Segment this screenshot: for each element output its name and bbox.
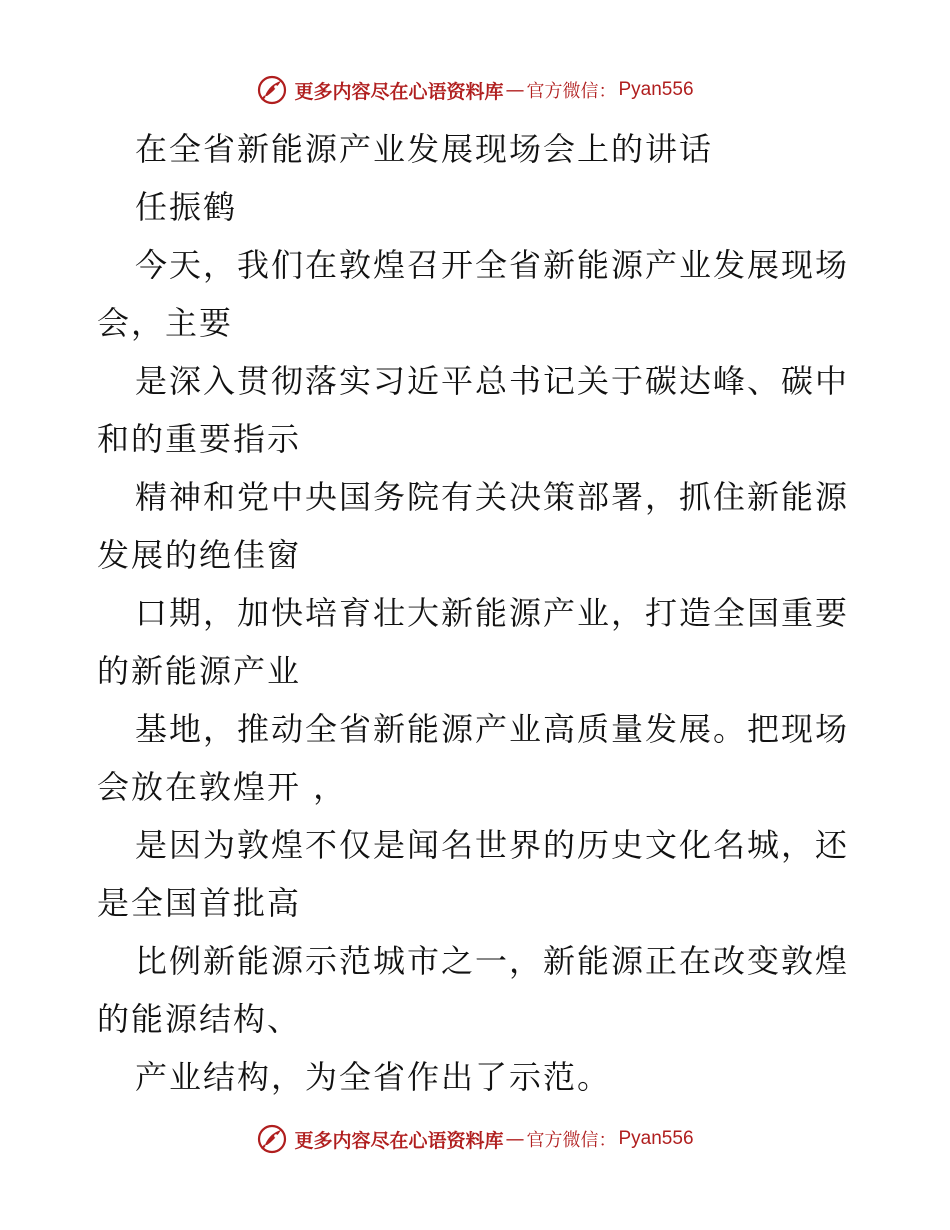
paragraph-line: 产业结构，为全省作出了示范。	[135, 1058, 612, 1096]
document-title: 在全省新能源产业发展现场会上的讲话	[135, 130, 714, 168]
quill-pen-icon	[256, 1123, 288, 1155]
footer-watermark	[0, 1121, 950, 1157]
paragraph-line: 比例新能源示范城市之一，新能源正在改变敦煌	[135, 942, 850, 980]
watermark-brand-text: 更多内容尽在心语资料库	[294, 1129, 504, 1152]
header-watermark	[0, 72, 950, 108]
watermark-dash: —	[505, 1128, 525, 1150]
paragraph-line: 今天，我们在敦煌召开全省新能源产业发展现场	[135, 246, 850, 284]
paragraph-line: 是因为敦煌不仅是闻名世界的历史文化名城，还	[135, 826, 850, 864]
watermark-wechat-id: Pyan556	[618, 79, 694, 100]
watermark-wechat-label: 官方微信：	[526, 81, 617, 102]
paragraph-line: 的新能源产业	[97, 652, 302, 690]
paragraph-line: 精神和党中央国务院有关决策部署，抓住新能源	[135, 478, 850, 516]
paragraph-line: 会，主要	[97, 304, 234, 342]
document-body	[97, 120, 867, 1106]
watermark-brand-text: 更多内容尽在心语资料库	[294, 80, 504, 103]
paragraph-line: 会放在敦煌开 ，	[97, 768, 348, 806]
paragraph-line: 的能源结构、	[97, 1000, 302, 1038]
paragraph-line: 和的重要指示	[97, 420, 302, 458]
paragraph-line: 是全国首批高	[97, 884, 302, 922]
watermark-dash: —	[505, 79, 525, 101]
quill-pen-icon	[256, 74, 288, 106]
watermark-wechat-label: 官方微信：	[526, 1130, 617, 1151]
document-author: 任振鹤	[135, 188, 238, 226]
paragraph-line: 发展的绝佳窗	[97, 536, 302, 574]
watermark-wechat-id: Pyan556	[618, 1128, 694, 1149]
paragraph-line: 是深入贯彻落实习近平总书记关于碳达峰、碳中	[135, 362, 850, 400]
paragraph-line: 基地，推动全省新能源产业高质量发展。把现场	[135, 710, 850, 748]
paragraph-line: 口期，加快培育壮大新能源产业，打造全国重要	[135, 594, 850, 632]
